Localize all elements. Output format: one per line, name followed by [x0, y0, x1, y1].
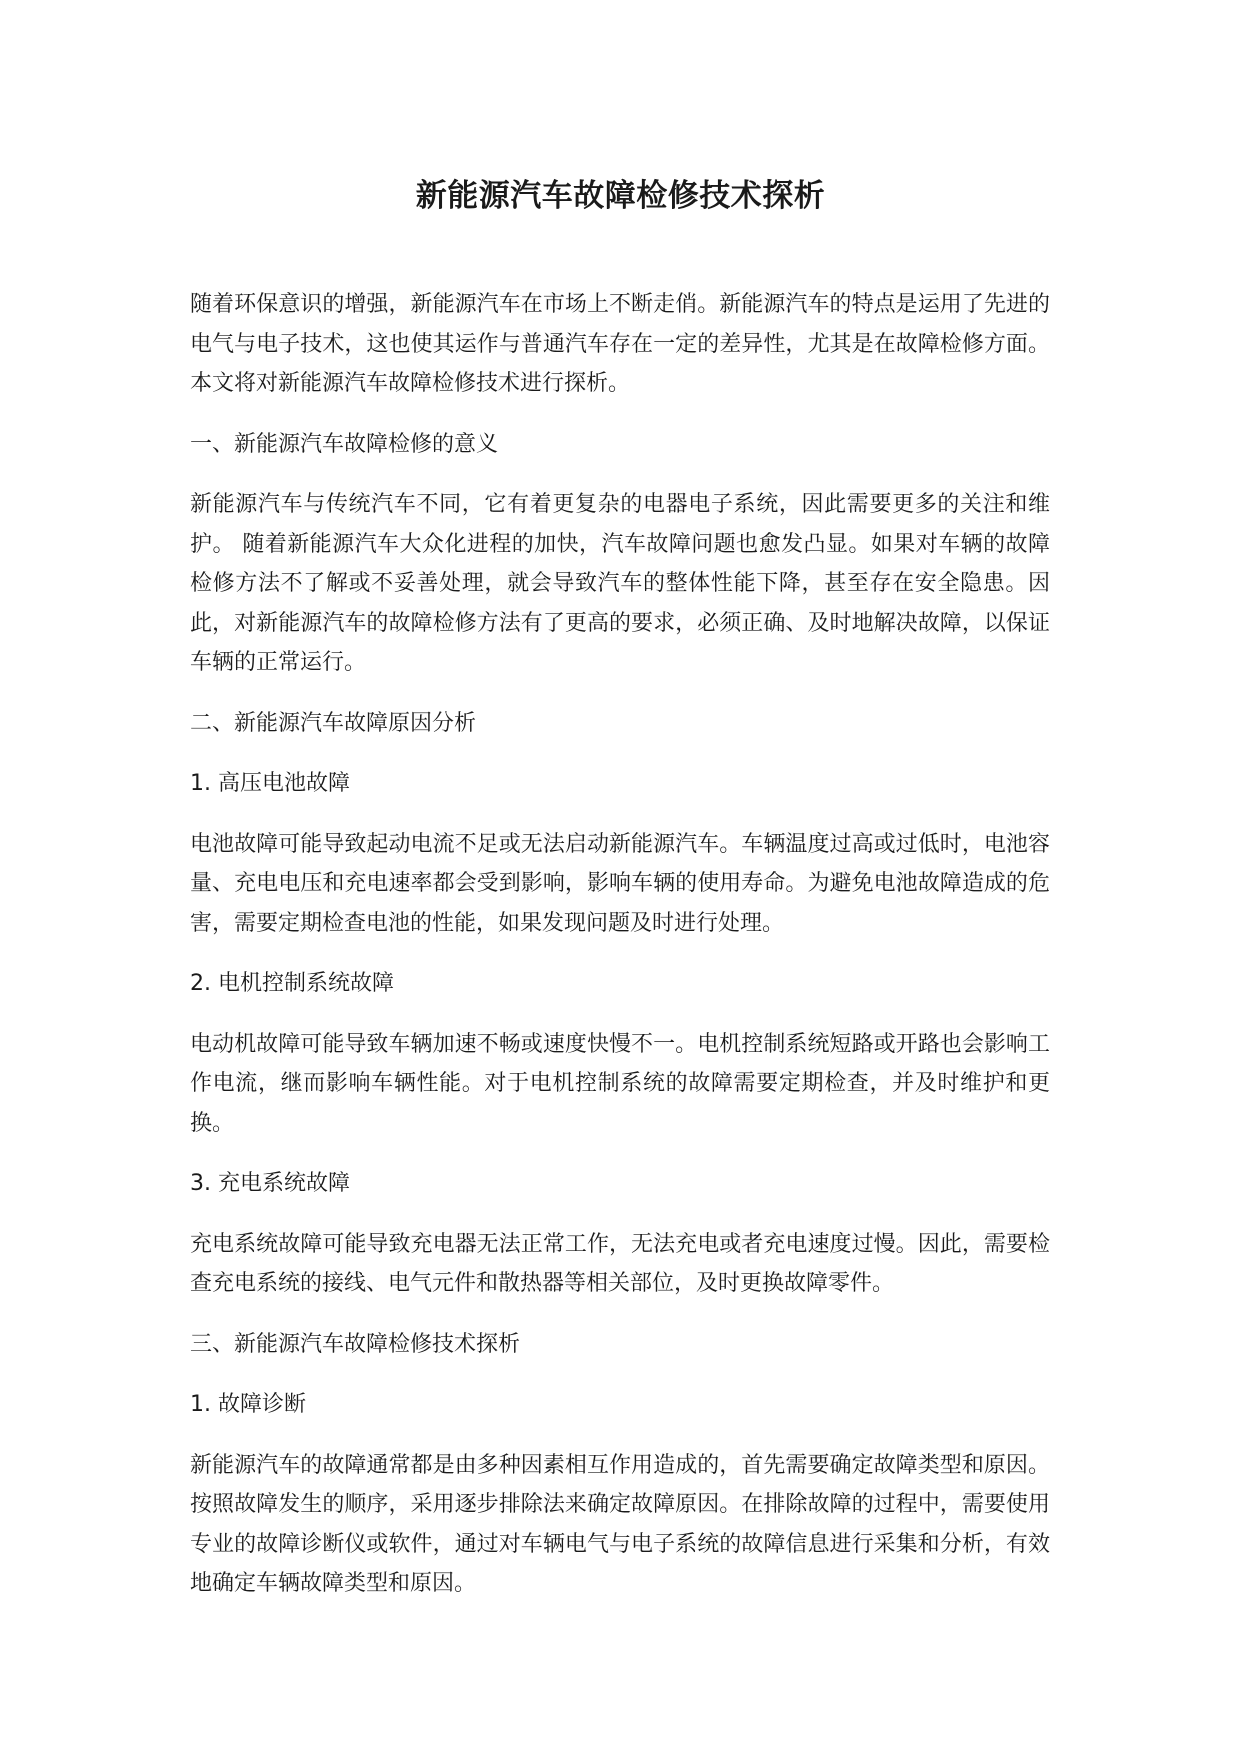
paragraph-significance: 新能源汽车与传统汽车不同，它有着更复杂的电器电子系统，因此需要更多的关注和维护。 随着新能源汽车大众化进程的加快，汽车故障问题也愈发凸显。如果对车辆的故障检修方法不了解或不妥善处理，就会导致汽车的整体性能下降，甚至存在安全隐患。因此，对新能源汽车的故障检修方法有了更高的要求，必须正确、及时地解决故障，以保证车辆的正常运行。	[190, 492, 1050, 675]
intro-paragraph: 随着环保意识的增强，新能源汽车在市场上不断走俏。新能源汽车的特点是运用了先进的电气与电子技术，这也使其运作与普通汽车存在一定的差异性，尤其是在故障检修方面。本文将对新能源汽车故障检修技术进行探析。	[190, 292, 1050, 396]
document-title: 新能源汽车故障检修技术探析	[415, 178, 826, 214]
paragraph-diagnosis: 新能源汽车的故障通常都是由多种因素相互作用造成的，首先需要确定故障类型和原因。按照故障发生的顺序，采用逐步排除法来确定故障原因。在排除故障的过程中，需要使用专业的故障诊断仪或软件，通过对车辆电气与电子系统的故障信息进行采集和分析，有效地确定车辆故障类型和原因。	[190, 1452, 1050, 1596]
subheading-battery: 1. 高压电池故障	[190, 771, 350, 796]
subheading-motor-control: 2. 电机控制系统故障	[190, 971, 394, 996]
section-heading-1: 一、新能源汽车故障检修的意义	[190, 431, 499, 457]
paragraph-battery: 电池故障可能导致起动电流不足或无法启动新能源汽车。车辆温度过高或过低时，电池容量、充电电压和充电速率都会受到影响，影响车辆的使用寿命。为避免电池故障造成的危害，需要定期检查电池的性能，如果发现问题及时进行处理。	[190, 831, 1050, 936]
paragraph-motor-control: 电动机故障可能导致车辆加速不畅或速度快慢不一。电机控制系统短路或开路也会影响工作电流，继而影响车辆性能。对于电机控制系统的故障需要定期检查，并及时维护和更换。	[190, 1031, 1050, 1136]
paragraph-charging: 充电系统故障可能导致充电器无法正常工作，无法充电或者充电速度过慢。因此，需要检查充电系统的接线、电气元件和散热器等相关部位，及时更换故障零件。	[190, 1231, 1050, 1296]
section-heading-3: 三、新能源汽车故障检修技术探析	[190, 1331, 521, 1357]
subheading-charging: 3. 充电系统故障	[190, 1171, 350, 1196]
section-heading-2: 二、新能源汽车故障原因分析	[190, 710, 477, 736]
subheading-diagnosis: 1. 故障诊断	[190, 1392, 306, 1417]
document-body	[190, 285, 1050, 1604]
